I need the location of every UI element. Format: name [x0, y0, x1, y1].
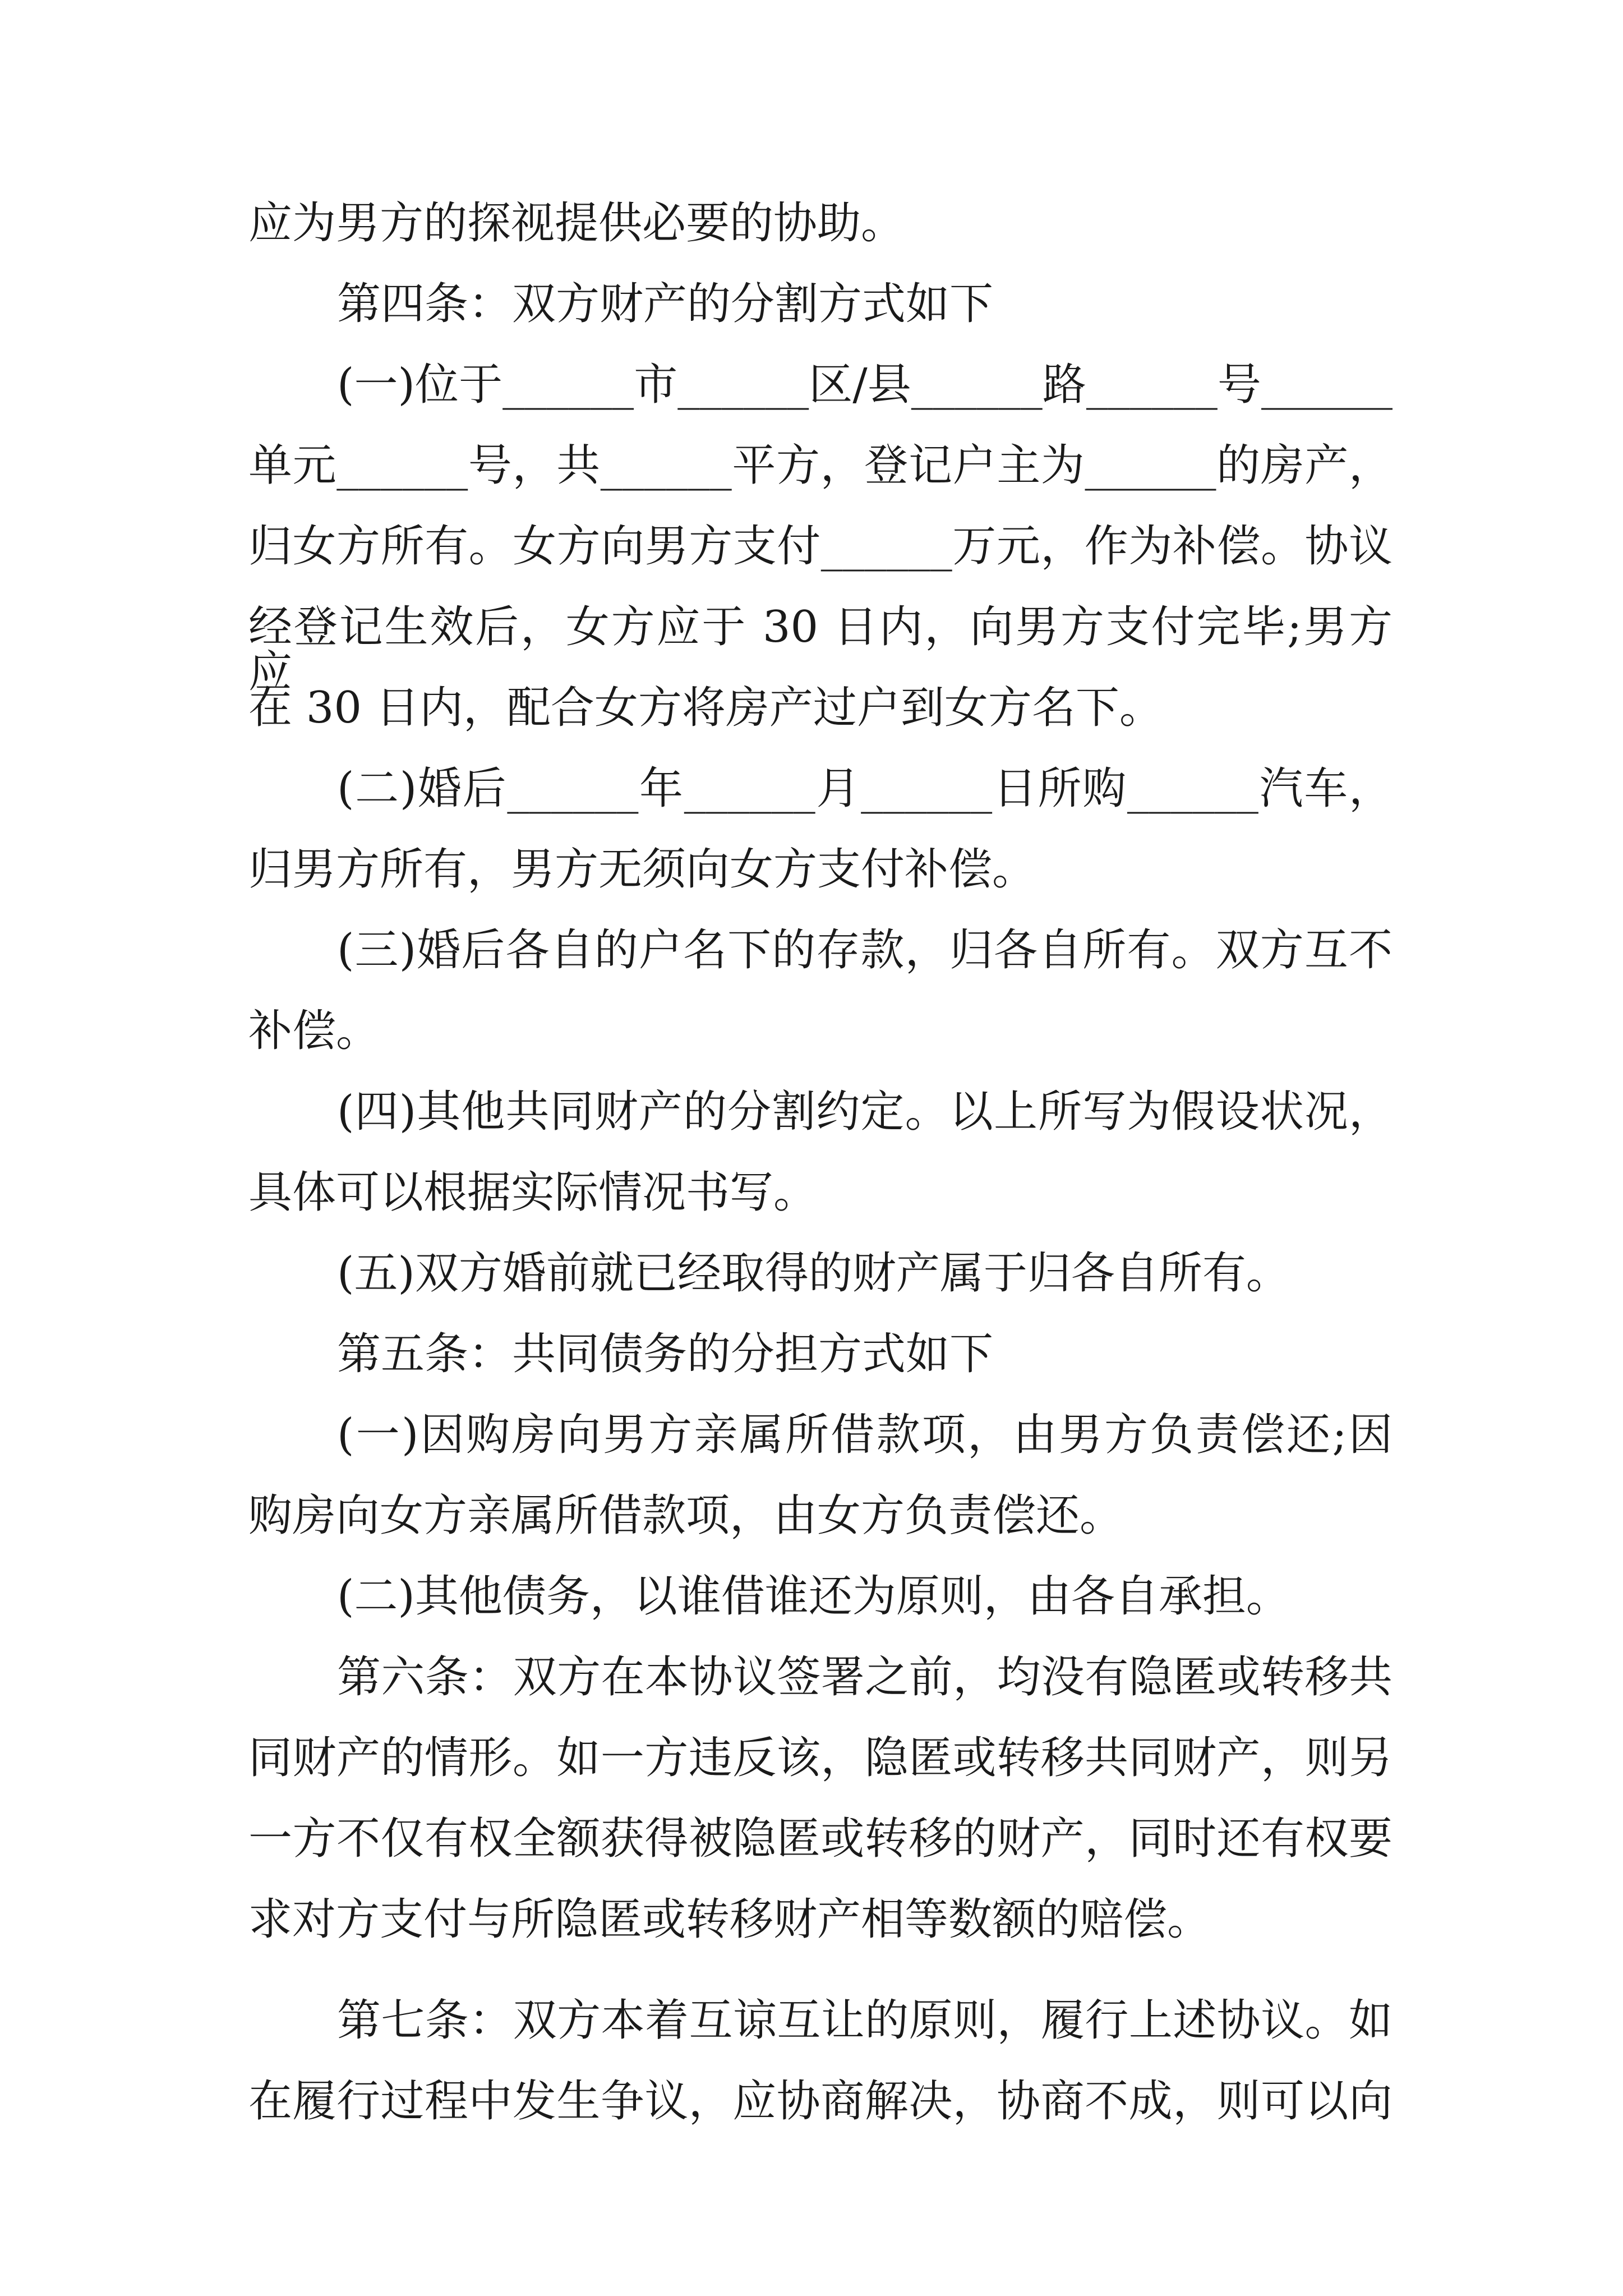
- text-line: 归男方所有，男方无须向女方支付补偿。: [248, 844, 1036, 895]
- text-line: 第六条：双方在本协议签署之前，均没有隐匿或转移共: [337, 1652, 1393, 1703]
- text-line: (二)其他债务，以谁借谁还为原则，由各自承担。: [337, 1571, 1290, 1622]
- text-line: 经登记生效后，女方应于 30 日内，向男方支付完毕;男方应: [248, 602, 1393, 697]
- text-line: 补偿。: [248, 1006, 380, 1056]
- text-line: (一)因购房向男方亲属所借款项，由男方负责偿还;因: [337, 1410, 1393, 1460]
- text-line: 应为男方的探视提供必要的协助。: [248, 198, 905, 249]
- article-heading: 第四条：双方财产的分割方式如下: [337, 279, 994, 329]
- text-line: 一方不仅有权全额获得被隐匿或转移的财产，同时还有权要: [248, 1814, 1393, 1864]
- text-line: 同财产的情形。如一方违反该，隐匿或转移共同财产，则另: [248, 1733, 1393, 1783]
- text-line: (五)双方婚前就已经取得的财产属于归各自所有。: [337, 1248, 1290, 1299]
- text-line: 第七条：双方本着互谅互让的原则，履行上述协议。如: [337, 1995, 1393, 2046]
- text-line: 在 30 日内，配合女方将房产过户到女方名下。: [248, 683, 1163, 733]
- text-line: (一)位于______市______区/县______路______号______: [337, 360, 1393, 410]
- text-line: 归女方所有。女方向男方支付______万元，作为补偿。协议: [248, 521, 1393, 572]
- text-line: (三)婚后各自的户名下的存款，归各自所有。双方互不: [337, 925, 1393, 976]
- text-line: 求对方支付与所隐匿或转移财产相等数额的赔偿。: [248, 1894, 1211, 1945]
- text-line: 在履行过程中发生争议，应协商解决，协商不成，则可以向: [248, 2076, 1393, 2127]
- article-heading: 第五条：共同债务的分担方式如下: [337, 1329, 994, 1379]
- document-body: [248, 198, 1393, 2160]
- text-line: 具体可以根据实际情况书写。: [248, 1167, 818, 1218]
- text-line: 购房向女方亲属所借款项，由女方负责偿还。: [248, 1490, 1124, 1541]
- text-line: (四)其他共同财产的分割约定。以上所写为假设状况，: [337, 1087, 1393, 1137]
- text-line: (二)婚后______年______月______日所购______汽车，: [337, 763, 1393, 814]
- text-line: 单元______号，共______平方，登记户主为______的房产，: [248, 440, 1393, 491]
